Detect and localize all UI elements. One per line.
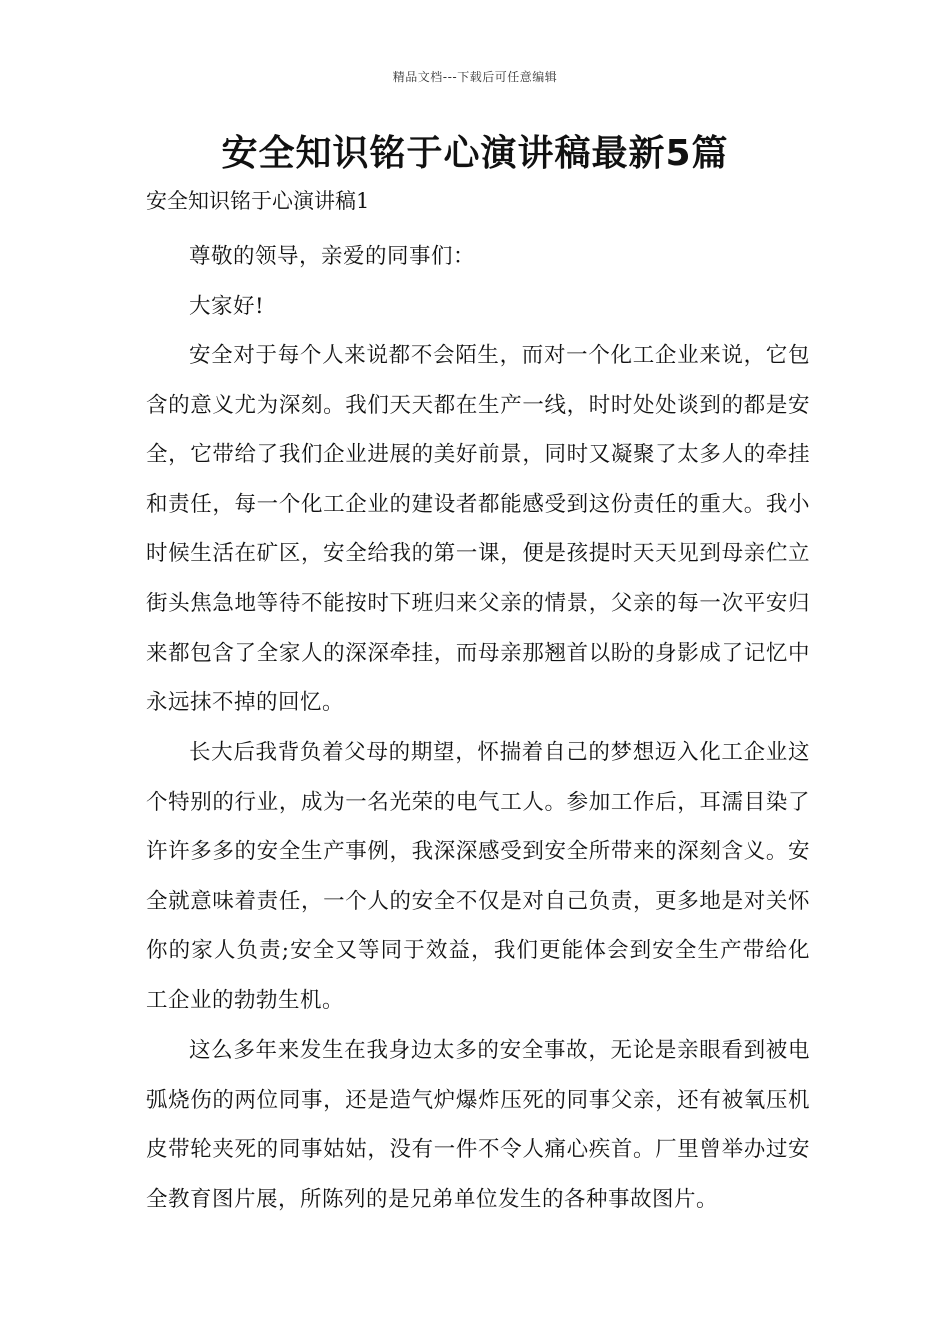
hello-line: 大家好! xyxy=(189,294,265,319)
greeting-line: 尊敬的领导，亲爱的同事们： xyxy=(189,244,476,269)
body-paragraph-2: 长大后我背负着父母的期望，怀揣着自己的梦想迈入化工企业这个特别的行业，成为一名光荣的电气工人。参加工作后，耳濡目染了许许多多的安全生产事例，我深深感受到安全所带来的深刻含义。安全就意味着责任，一个人的安全不仅是对自己负责，更多地是对关怀你的家人负责;安全又等同于效益，我们更能体会到安全生产带给化工企业的勃勃生机。 xyxy=(146,740,810,1013)
document-title: 安全知识铭于心演讲稿最新5篇 xyxy=(221,133,729,174)
header-note: 精品文档---下载后可任意编辑 xyxy=(392,70,558,84)
body-paragraph-3: 这么多年来发生在我身边太多的安全事故，无论是亲眼看到被电弧烧伤的两位同事，还是造气炉爆炸压死的同事父亲，还有被氧压机皮带轮夹死的同事姑姑，没有一件不令人痛心疾首。厂里曾举办过安全教育图片展，所陈列的是兄弟单位发生的各种事故图片。 xyxy=(146,1038,810,1212)
section-heading: 安全知识铭于心演讲稿1 xyxy=(146,189,370,213)
body-paragraph-1: 安全对于每个人来说都不会陌生，而对一个化工企业来说，它包含的意义尤为深刻。我们天天都在生产一线，时时处处谈到的都是安全，它带给了我们企业进展的美好前景，同时又凝聚了太多人的牵挂和责任，每一个化工企业的建设者都能感受到这份责任的重大。我小时候生活在矿区，安全给我的第一课，便是孩提时天天见到母亲伫立街头焦急地等待不能按时下班归来父亲的情景，父亲的每一次平安归来都包含了全家人的深深牵挂，而母亲那翘首以盼的身影成了记忆中永远抹不掉的回忆。 xyxy=(146,343,810,716)
